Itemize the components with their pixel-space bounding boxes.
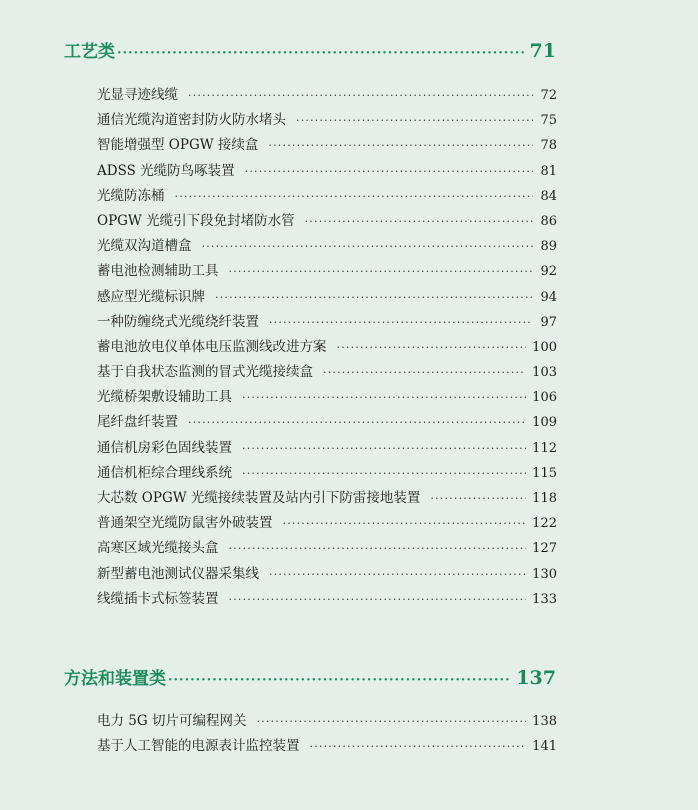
section-title: 方法和装置类 [64, 669, 166, 689]
toc-entry[interactable] [97, 511, 557, 536]
dot-leader [117, 46, 524, 61]
toc-entry[interactable] [97, 285, 557, 310]
dot-leader [337, 335, 527, 360]
dot-leader [269, 310, 533, 335]
entry-page-number: 106 [532, 390, 557, 406]
entry-page-number: 133 [532, 591, 557, 607]
entry-title: 智能增强型 OPGW 接续盒 [97, 137, 259, 154]
entry-page-number: 130 [532, 566, 557, 582]
toc-entry[interactable] [97, 259, 557, 284]
dot-leader [296, 108, 533, 133]
entry-page-number: 97 [540, 314, 557, 330]
entry-title: 高寒区域光缆接头盒 [97, 540, 219, 557]
dot-leader [305, 209, 533, 234]
entry-title: 感应型光缆标识牌 [97, 288, 205, 305]
entry-title: 通信机柜综合理线系统 [97, 464, 232, 481]
entry-page-number: 127 [532, 541, 557, 557]
dot-leader [430, 486, 526, 511]
entry-page-number: 72 [540, 88, 557, 103]
dot-leader [242, 385, 526, 410]
toc-entry[interactable] [97, 108, 557, 133]
entry-title: 蓄电池检测辅助工具 [97, 263, 219, 280]
entry-page-number: 81 [540, 163, 557, 179]
entry-page-number: 94 [540, 289, 557, 305]
entry-title: ADSS 光缆防鸟啄装置 [97, 162, 235, 179]
section-header-methods-devices[interactable] [64, 664, 556, 689]
dot-leader [175, 184, 534, 209]
dot-leader [229, 259, 534, 284]
entry-title: 新型蓄电池测试仪器采集线 [97, 565, 259, 582]
dot-leader [215, 285, 533, 310]
section-page-number: 137 [516, 667, 556, 689]
entry-title: 基于自我状态监测的冒式光缆接续盒 [97, 364, 313, 381]
entry-page-number: 103 [532, 365, 557, 381]
toc-entry[interactable] [97, 209, 557, 234]
dot-leader [168, 673, 510, 688]
entry-title: OPGW 光缆引下段免封堵防水管 [97, 212, 295, 229]
dot-leader [229, 587, 527, 612]
toc-entry[interactable] [97, 486, 557, 511]
dot-leader [242, 436, 526, 461]
entry-page-number: 89 [540, 239, 557, 255]
toc-entry[interactable] [97, 461, 557, 486]
toc-entry[interactable] [97, 159, 557, 184]
section-entries-craft [97, 83, 557, 612]
entry-title: 线缆插卡式标签装置 [97, 590, 219, 607]
dot-leader [229, 536, 527, 561]
entry-page-number: 115 [532, 465, 557, 481]
entry-page-number: 75 [540, 113, 557, 129]
entry-title: 光缆双沟道槽盒 [97, 238, 192, 255]
toc-entry[interactable] [97, 562, 557, 587]
toc-entry[interactable] [97, 587, 557, 612]
entry-page-number: 138 [532, 714, 557, 729]
entry-title: 大芯数 OPGW 光缆接续装置及站内引下防雷接地装置 [97, 490, 421, 506]
toc-entry[interactable] [97, 335, 557, 360]
toc-entry[interactable] [97, 133, 557, 158]
toc-entry[interactable] [97, 734, 557, 759]
entry-page-number: 118 [532, 491, 557, 506]
entry-page-number: 92 [540, 264, 557, 280]
section-page-number: 71 [529, 40, 556, 62]
toc-entry[interactable] [97, 385, 557, 410]
entry-page-number: 141 [532, 739, 557, 755]
dot-leader [242, 461, 526, 486]
toc-entry[interactable] [97, 234, 557, 259]
dot-leader [323, 360, 526, 385]
section-entries-methods-devices [97, 709, 557, 759]
entry-title: 电力 5G 切片可编程网关 [97, 713, 247, 729]
entry-page-number: 109 [532, 415, 557, 431]
section-title: 工艺类 [64, 42, 115, 62]
toc-entry[interactable] [97, 360, 557, 385]
entry-page-number: 84 [540, 188, 557, 204]
section-header-craft[interactable] [64, 37, 556, 62]
toc-entry[interactable] [97, 536, 557, 561]
entry-title: 光显寻迹线缆 [97, 87, 178, 103]
entry-title: 光缆防冻桶 [97, 187, 165, 204]
dot-leader [269, 562, 526, 587]
entry-title: 一种防缠绕式光缆绕纤装置 [97, 313, 259, 330]
entry-page-number: 112 [532, 440, 557, 456]
entry-title: 蓄电池放电仪单体电压监测线改进方案 [97, 338, 327, 355]
toc-entry[interactable] [97, 310, 557, 335]
entry-page-number: 78 [540, 138, 557, 154]
entry-page-number: 100 [532, 339, 557, 355]
dot-leader [256, 709, 526, 734]
entry-title: 基于人工智能的电源表计监控装置 [97, 738, 300, 755]
entry-title: 光缆桥架敷设辅助工具 [97, 389, 232, 406]
dot-leader [283, 511, 527, 536]
toc-entry[interactable] [97, 184, 557, 209]
entry-title: 通信光缆沟道密封防火防水堵头 [97, 112, 286, 129]
toc-entry[interactable] [97, 410, 557, 435]
dot-leader [202, 234, 534, 259]
dot-leader [245, 159, 533, 184]
entry-title: 尾纤盘纤装置 [97, 414, 178, 431]
dot-leader [188, 410, 526, 435]
toc-entry[interactable] [97, 436, 557, 461]
entry-page-number: 122 [532, 516, 557, 532]
entry-title: 普通架空光缆防鼠害外破装置 [97, 515, 273, 532]
toc-entry[interactable] [97, 83, 557, 108]
entry-page-number: 86 [540, 213, 557, 229]
dot-leader [310, 734, 527, 759]
dot-leader [268, 133, 533, 158]
dot-leader [188, 83, 533, 108]
toc-entry[interactable] [97, 709, 557, 734]
entry-title: 通信机房彩色固线装置 [97, 439, 232, 456]
